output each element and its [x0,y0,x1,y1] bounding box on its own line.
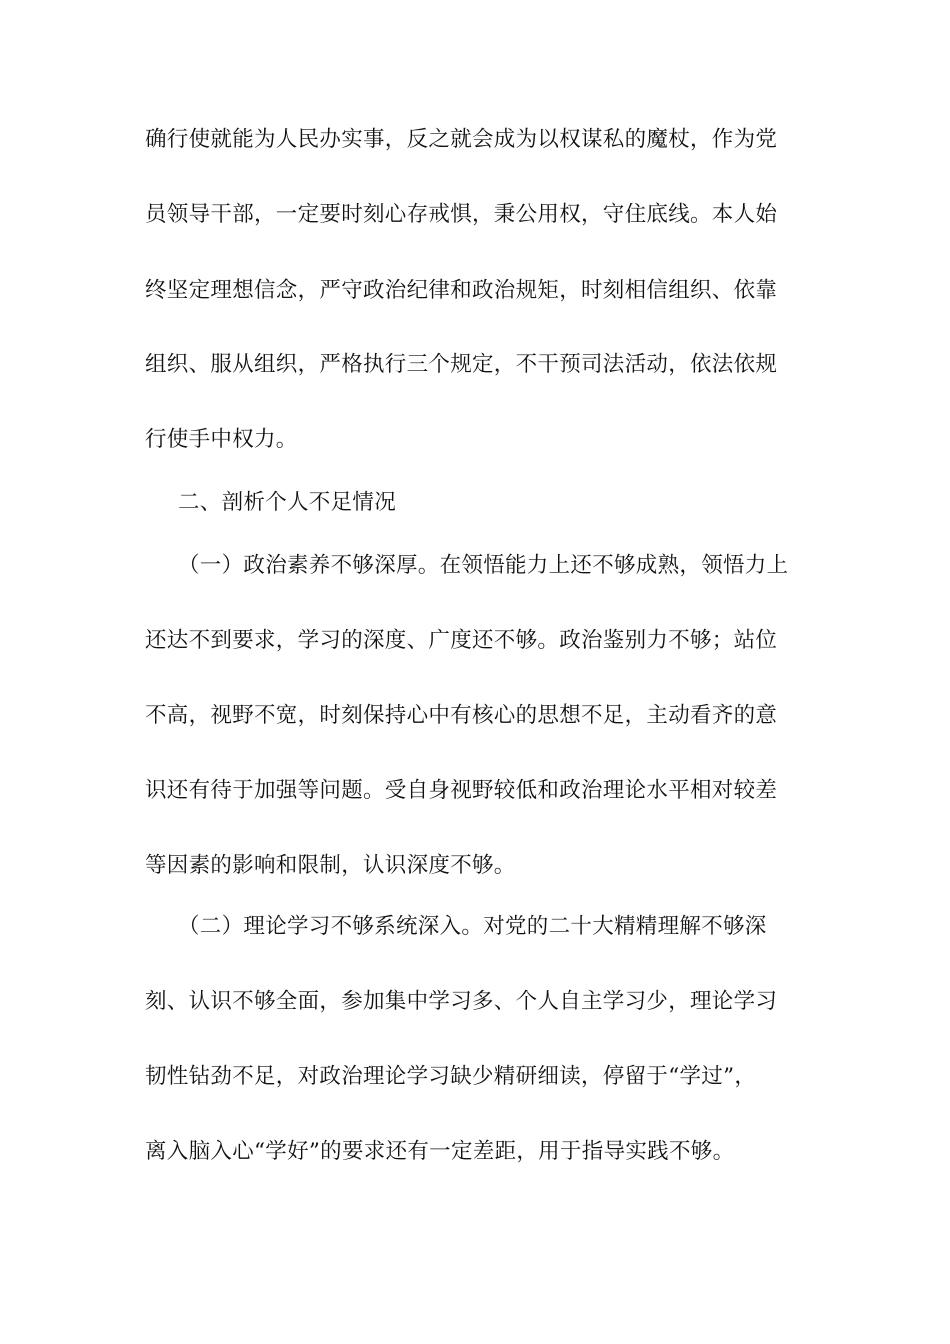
body-line-2: 员领导干部，一定要时刻心存戒惧，秉公用权，守住底线。本人始 [145,202,778,227]
body-line-9: 不高，视野不宽，时刻保持心中有核心的思想不足，主动看齐的意 [145,703,778,728]
body-line-14: 韧性钻劲不足，对政治理论学习缺少精研细读，停留于“学过”， [145,1064,757,1089]
subsection-1-first-line: （一）政治素养不够深厚。在领悟能力上还不够成熟，领悟力上 [178,553,789,578]
body-line-13: 刻、认识不够全面，参加集中学习多、个人自主学习少，理论学习 [145,989,778,1014]
body-line-11: 等因素的影响和限制，认识深度不够。 [145,853,516,878]
body-line-1: 确行使就能为人民办实事，反之就会成为以权谋私的魔杖，作为党 [145,127,778,152]
body-line-3: 终坚定理想信念，严守政治纪律和政治规矩，时刻相信组织、依靠 [145,278,778,303]
body-line-4: 组织、服从组织，严格执行三个规定，不干预司法活动，依法依规 [145,352,778,377]
body-line-15: 离入脑入心“学好”的要求还有一定差距，用于指导实践不够。 [145,1139,735,1164]
body-line-10: 识还有待于加强等问题。受自身视野较低和政治理论水平相对较差 [145,778,778,803]
section-heading: 二、剖析个人不足情况 [178,490,397,515]
body-line-5: 行使手中权力。 [145,427,298,452]
subsection-2-first-line: （二）理论学习不够系统深入。对党的二十大精精理解不够深 [178,914,767,939]
body-line-8: 还达不到要求，学习的深度、广度还不够。政治鉴别力不够；站位 [145,628,778,653]
